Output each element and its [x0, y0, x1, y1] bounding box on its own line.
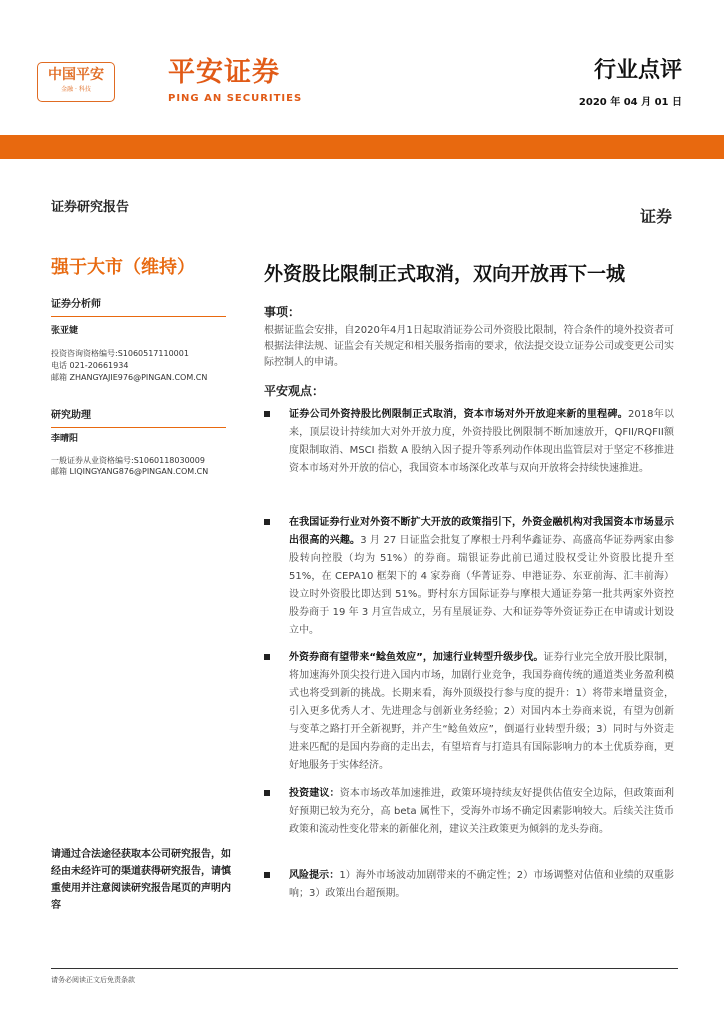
bullet-detail: 3 月 27 日证监会批复了摩根士丹利华鑫证券、高盛高华证券两家由参股转向控股（均为 51%）的券商。瑞银证券此前已通过股权受让外资股比提升至 51%，在 CEPA10 框架下的 4 家券商（华菁证券、申港证券、东亚前海、汇丰前海）设立时外资股比即达到 51%。野村东方国际证券与摩根大通证券第一批共两家外资控股券商于 19 年 3 月宣告成立，另有星展证券、大和证券等外资证券正在申请或计划设立中。: [289, 535, 675, 636]
event-text: 根据证监会安排，自2020年4月1日起取消证券公司外资股比限制，符合条件的境外投资者可根据法律法规、证监会有关规定和相关服务指南的要求，依法提交设立证券公司或变更公司实际控制人的申请。: [264, 325, 674, 368]
views-heading: 平安观点：: [264, 384, 325, 398]
bullet-lead: 外资券商有望带来“鲶鱼效应”，加速行业转型升级步伐。: [289, 652, 544, 663]
analyst-heading: 证券分析师: [51, 299, 101, 310]
sidebar-divider: [51, 427, 226, 428]
bullet-lead: 在我国证券行业对外资不断扩大开放的政策指引下，外资金融机构对我国资本市场显示出很高的兴趣。: [289, 517, 674, 546]
bullet-detail: 资本市场改革加速推进，政策环境持续友好提供估值安全边际，但政策面利好预期已较为充分，高 beta 属性下，受海外市场不确定因素影响较大。后续关注货币政策和流动性变化带来的新催化剂，建议关注政策更为倾斜的龙头券商。: [289, 788, 675, 835]
bullet-detail: 1）海外市场波动加剧带来的不确定性；2）市场调整对估值和业绩的双重影响；3）政策出台超预期。: [289, 870, 674, 899]
bullet-square-icon: [264, 872, 270, 878]
bullet-body: [289, 406, 674, 478]
analyst-license: 投资咨询资格编号:S1060517110001: [51, 349, 189, 358]
bullet-square-icon: [264, 654, 270, 660]
bullet-square-icon: [264, 411, 270, 417]
bullet-lead: 风险提示：: [289, 870, 340, 881]
sector-label: 证券: [639, 207, 672, 226]
bullet-lead: 证券公司外资持股比例限制正式取消，资本市场对外开放迎来新的里程碑。: [289, 409, 629, 420]
view-bullet: [264, 649, 674, 775]
view-bullet: [264, 514, 674, 640]
bullet-square-icon: [264, 790, 270, 796]
assistant-heading: 研究助理: [51, 410, 91, 421]
event-heading: 事项：: [264, 305, 301, 319]
logo-main-text: 中国平安: [48, 67, 104, 83]
view-bullet: [264, 785, 674, 839]
bullet-detail: 证券行业完全放开股比限制，将加速海外顶尖投行进入国内市场，加剧行业竞争，我国券商传统的通道类业务盈利模式也将受到新的挑战。长期来看，海外顶级投行参与度的提升：1）将带来增量资金，引入更多优秀人才、先进理念与创新业务经验；2）对国内本土券商来说，有望为创新与变革之路打开全新视野，并产生“鲶鱼效应”，倒逼行业转型升级；3）同时与外资走进来匹配的是国内券商的走出去，有望培育与打造具有国际影响力的本土优质券商，更好地服务于实体经济。: [289, 652, 674, 771]
bullet-lead: 投资建议：: [289, 788, 340, 799]
bullet-body: [289, 867, 674, 903]
brand-name-en: PING AN SECURITIES: [168, 93, 303, 104]
header-bar: [0, 135, 724, 159]
assistant-email[interactable]: 邮箱 LIQINGYANG876@PINGAN.COM.CN: [51, 467, 209, 476]
bullet-body: [289, 785, 674, 839]
bullet-detail: 2018年以来，顶层设计持续加大对外开放力度，外资持股比例限制不断加速放开，QFII/RQFII额度限制取消、MSCI 指数 A 股纳入因子提升等系列动作体现出监管层对于坚定不移推进资本市场对外开放的信心，我国资本市场深化改革与双向开放将会持续快速推进。: [289, 409, 675, 474]
bullet-body: [289, 514, 674, 640]
report-date: 2020 年 04 月 01 日: [578, 97, 682, 108]
analyst-phone: 电话 021-20661934: [51, 361, 129, 370]
logo-sub-text: 金融 · 科技: [61, 86, 91, 93]
footer-divider: [51, 968, 678, 969]
sidebar-divider: [51, 316, 226, 317]
ping-an-logo: [37, 62, 115, 102]
assistant-license: 一般证券从业资格编号:S1060118030009: [51, 456, 205, 465]
footer-disclaimer: 请务必阅读正文后免责条款: [51, 976, 135, 984]
headline: 外资股比限制正式取消，双向开放再下一城: [264, 263, 626, 285]
view-bullet: [264, 406, 674, 478]
analyst-name: 张亚婕: [51, 326, 79, 336]
bullet-body: [289, 649, 674, 775]
sidebar-disclaimer: 请通过合法途径获取本公司研究报告，如经由未经许可的渠道获得研究报告，请慎重使用并注意阅读研究报告尾页的声明内容: [51, 849, 231, 911]
analyst-email[interactable]: 邮箱 ZHANGYAJIE976@PINGAN.COM.CN: [51, 373, 208, 382]
report-type: 行业点评: [593, 58, 682, 83]
assistant-name: 李晴阳: [51, 434, 79, 444]
bullet-square-icon: [264, 519, 270, 525]
brand-name-cn: 平安证券: [168, 57, 280, 88]
rating: 强于大市（维持）: [51, 257, 195, 278]
view-bullet: [264, 867, 674, 903]
report-label: 证券研究报告: [51, 200, 130, 215]
